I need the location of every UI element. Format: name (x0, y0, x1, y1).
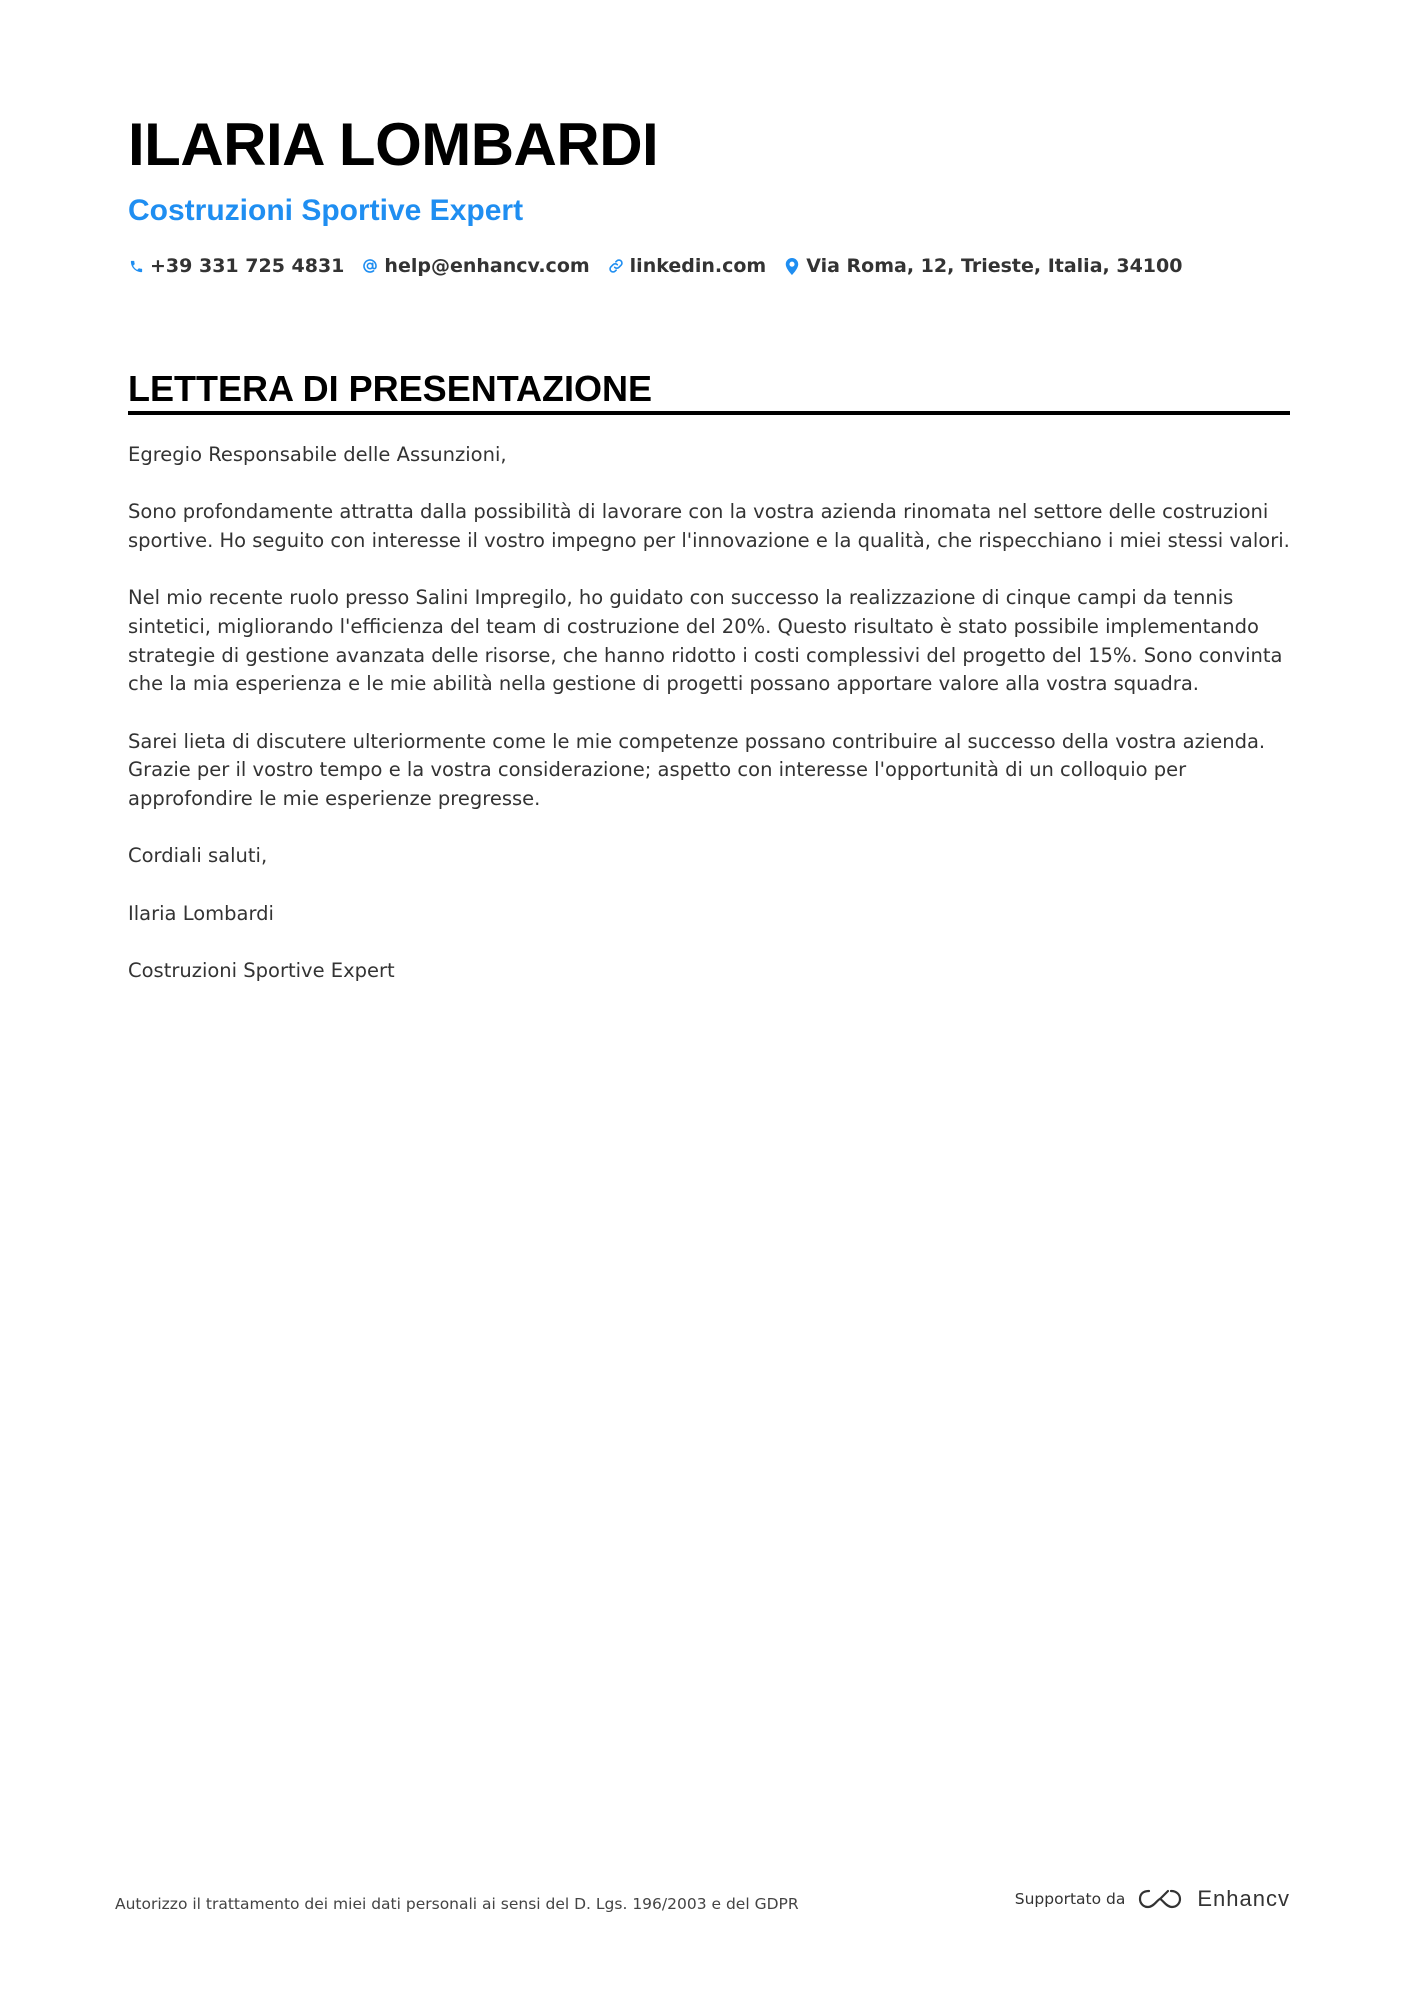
powered-by-label: Supportato da (1014, 1890, 1126, 1908)
letter-closing: Cordiali saluti, (128, 844, 268, 868)
privacy-consent-note: Autorizzo il trattamento dei miei dati personali ai sensi del D. Lgs. 196/2003 e del GDPR (115, 1895, 799, 1913)
letter-body (128, 441, 1290, 1014)
at-icon (362, 257, 378, 275)
link-icon (608, 257, 624, 275)
contact-email-text[interactable]: help@enhancv.com (384, 255, 590, 277)
letter-paragraph: Sarei lieta di discutere ulteriormente come le mie competenze possano contribuire al successo della vostra azienda. Grazie per il vostro tempo e la vostra considerazione; aspetto con interesse l'opportunità di un colloquio per approfondire le mie esperienze pregresse. (128, 729, 1266, 811)
contact-linkedin[interactable] (608, 253, 767, 279)
contact-bar (128, 253, 1200, 279)
candidate-role: Costruzioni Sportive Expert (128, 194, 524, 227)
candidate-name: ILARIA LOMBARDI (128, 111, 659, 178)
contact-address-text: Via Roma, 12, Trieste, Italia, 34100 (806, 255, 1183, 277)
letter-paragraph: Nel mio recente ruolo presso Salini Impregilo, ho guidato con successo la realizzazione di cinque campi da tennis sintetici, migliorando l'efficienza del team di costruzione del 20%. Questo risultato è stato possibile implementando strategie di gestione avanzata delle risorse, che hanno ridotto i costi complessivi del progetto del 15%. Sono convinta che la mia esperienza e le mie abilità nella gestione di progetti possano apportare valore alla vostra squadra. (128, 586, 1283, 696)
letter-salutation: Egregio Responsabile delle Assunzioni, (128, 443, 507, 466)
contact-address (784, 253, 1182, 279)
section-divider (128, 411, 1290, 415)
enhancv-logo-icon (1137, 1887, 1183, 1911)
brand-name: Enhancv (1197, 1886, 1290, 1911)
contact-linkedin-text[interactable]: linkedin.com (629, 255, 767, 277)
contact-phone (128, 253, 344, 279)
contact-phone-text: +39 331 725 4831 (150, 255, 345, 277)
phone-icon (128, 257, 144, 275)
contact-email[interactable] (362, 253, 589, 279)
location-pin-icon (784, 257, 800, 275)
section-title: LETTERA DI PRESENTAZIONE (128, 368, 653, 409)
letter-paragraph: Sono profondamente attratta dalla possibilità di lavorare con la vostra azienda rinomata nel settore delle costruzioni sportive. Ho seguito con interesse il vostro impegno per l'innovazione e la qualità, che rispecchiano i miei stessi valori. (128, 500, 1290, 552)
letter-signature-role: Costruzioni Sportive Expert (128, 959, 395, 982)
footer-brand[interactable] (1015, 1886, 1290, 1912)
letter-signature-name: Ilaria Lombardi (128, 901, 274, 925)
